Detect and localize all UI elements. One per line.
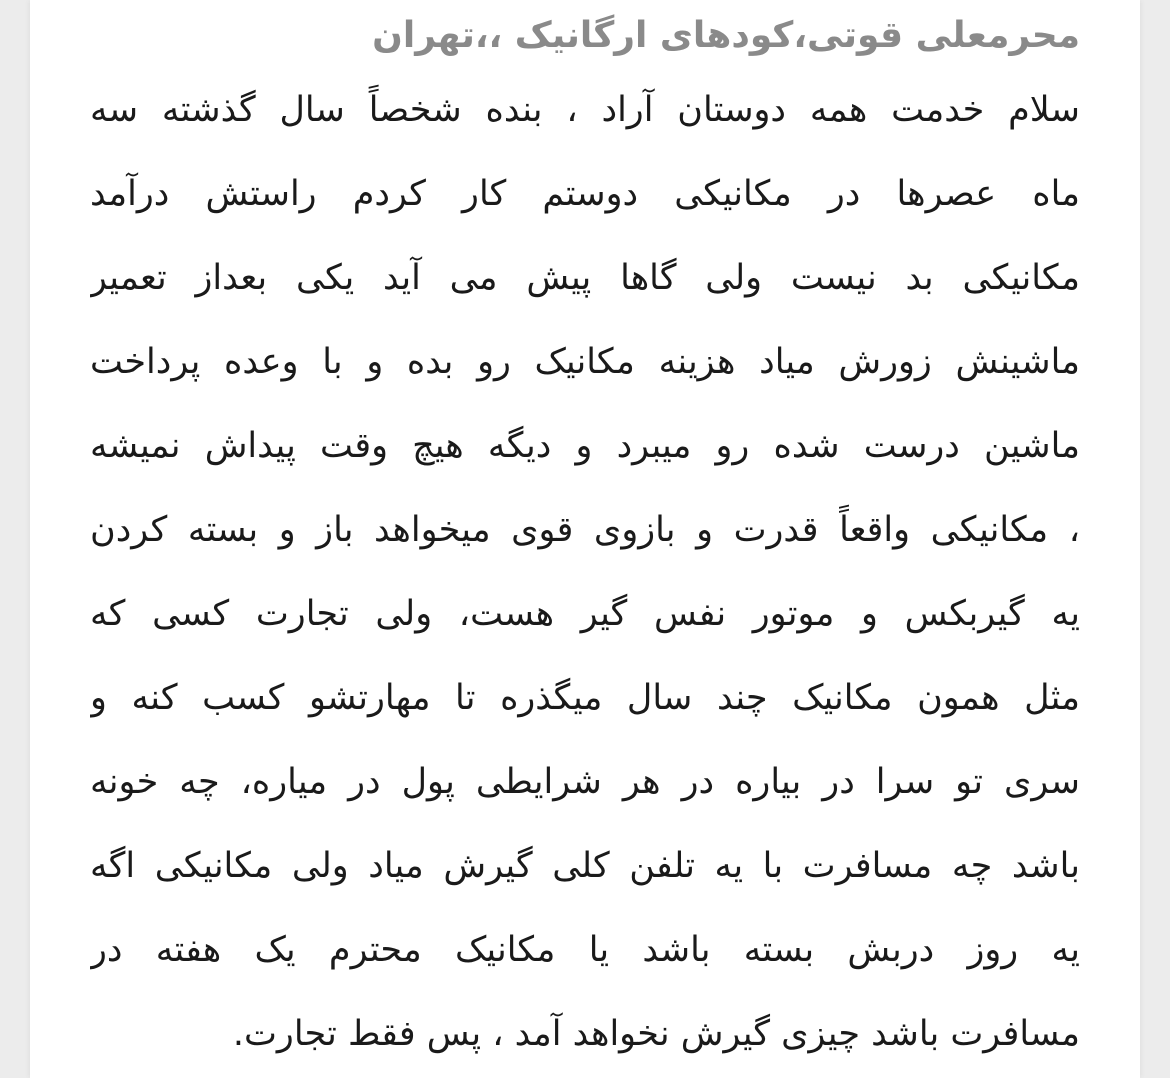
comment <box>90 6 1080 1076</box>
comment-line: مکانیکی بد نیست ولی گاها پیش می آید یکی بعداز تعمیر <box>90 258 1080 298</box>
comment-line: مثل همون مکانیک چند سال میگذره تا مهارتشو کسب کنه و <box>90 678 1080 718</box>
comment-line: سری تو سرا در بیاره در هر شرایطی پول در میاره، چه خونه <box>90 762 1080 802</box>
comment-line: ، مکانیکی واقعاً قدرت و بازوی قوی میخواهد باز و بسته کردن <box>90 510 1080 550</box>
comment-line: ماشینش زورش میاد هزینه مکانیک رو بده و با وعده پرداخت <box>90 342 1080 382</box>
comment-line: یه گیربکس و موتور نفس گیر هست، ولی تجارت کسی که <box>90 594 1080 634</box>
comment-line: یه روز دربش بسته باشد یا مکانیک محترم یک هفته در <box>90 930 1080 970</box>
comment-line: سلام خدمت همه دوستان آراد ، بنده شخصاً سال گذشته سه <box>90 90 1080 130</box>
comment-line: ماشین درست شده رو میبرد و دیگه هیچ وقت پیداش نمیشه <box>90 426 1080 466</box>
comment-body <box>90 68 1080 1076</box>
comment-author: محرمعلی قوتی،کودهای ارگانیک ،،تهران <box>372 15 1080 56</box>
comment-line: مسافرت باشد چیزی گیرش نخواهد آمد ، پس فقط تجارت. <box>232 1014 1080 1054</box>
comment-line: باشد چه مسافرت با یه تلفن کلی گیرش میاد ولی مکانیکی اگه <box>90 846 1080 886</box>
comment-line: ماه عصرها در مکانیکی دوستم کار کردم راستش درآمد <box>90 174 1080 214</box>
page-card <box>30 0 1140 1078</box>
